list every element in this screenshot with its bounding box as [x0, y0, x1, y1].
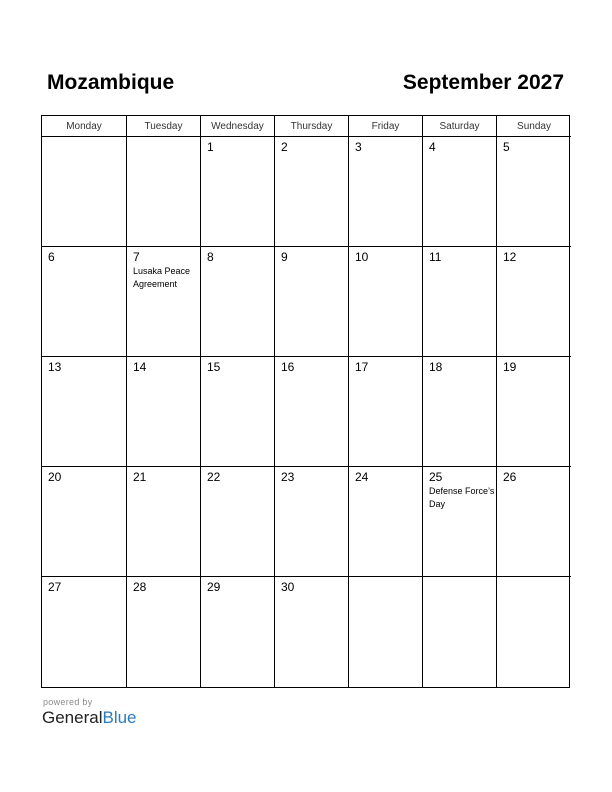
day-number: 5	[503, 140, 510, 154]
day-number: 29	[207, 580, 221, 594]
day-cell	[275, 137, 349, 247]
day-cell	[497, 357, 571, 467]
day-number: 24	[355, 470, 369, 484]
day-cell	[349, 357, 423, 467]
day-cell	[423, 247, 497, 357]
day-cell	[201, 357, 275, 467]
holiday-label: Lusaka Peace Agreement	[133, 266, 191, 289]
day-number: 22	[207, 470, 221, 484]
logo-blue-text: Blue	[102, 708, 137, 727]
day-number: 4	[429, 140, 436, 154]
logo-general-text: General	[42, 708, 103, 727]
day-number: 14	[133, 360, 147, 374]
day-number: 20	[48, 470, 62, 484]
day-number: 12	[503, 250, 517, 264]
day-number: 26	[503, 470, 517, 484]
day-cell	[275, 467, 349, 577]
day-cell	[42, 577, 127, 687]
day-number: 13	[48, 360, 62, 374]
day-cell	[497, 577, 571, 687]
day-cell	[127, 357, 201, 467]
day-cell	[349, 137, 423, 247]
weekday-header: Wednesday	[201, 116, 275, 137]
weekday-header: Thursday	[275, 116, 349, 137]
day-cell	[42, 467, 127, 577]
day-cell	[423, 577, 497, 687]
day-cell	[275, 247, 349, 357]
day-cell	[42, 137, 127, 247]
day-number: 6	[48, 250, 55, 264]
day-number: 25	[429, 470, 443, 484]
day-cell	[127, 467, 201, 577]
day-cell	[349, 467, 423, 577]
day-number: 9	[281, 250, 288, 264]
day-cell	[275, 577, 349, 687]
day-number: 2	[281, 140, 288, 154]
day-cell	[423, 137, 497, 247]
calendar-grid	[41, 115, 570, 688]
day-cell	[201, 577, 275, 687]
day-number: 1	[207, 140, 214, 154]
day-cell	[423, 357, 497, 467]
day-cell	[42, 247, 127, 357]
day-number: 30	[281, 580, 295, 594]
day-number: 18	[429, 360, 443, 374]
day-number: 19	[503, 360, 517, 374]
weekday-header: Tuesday	[127, 116, 201, 137]
generalblue-logo	[42, 708, 137, 728]
day-number: 15	[207, 360, 221, 374]
day-cell	[127, 577, 201, 687]
day-cell	[423, 467, 497, 577]
country-title: Mozambique	[47, 71, 175, 94]
day-cell	[201, 467, 275, 577]
weekday-header: Monday	[42, 116, 127, 137]
day-cell	[275, 357, 349, 467]
day-number: 28	[133, 580, 147, 594]
month-year-title: September 2027	[402, 71, 564, 94]
day-number: 8	[207, 250, 214, 264]
day-number: 11	[429, 250, 442, 264]
day-number: 10	[355, 250, 369, 264]
weekday-header: Saturday	[423, 116, 497, 137]
day-cell	[42, 357, 127, 467]
holiday-label: Defense Force’s Day	[429, 486, 495, 509]
day-cell	[349, 577, 423, 687]
day-number: 3	[355, 140, 362, 154]
day-cell	[127, 137, 201, 247]
day-number: 21	[133, 470, 147, 484]
day-number: 17	[355, 360, 369, 374]
powered-by-label: powered by	[43, 697, 93, 707]
day-cell	[497, 467, 571, 577]
weekday-header: Friday	[349, 116, 423, 137]
day-number: 23	[281, 470, 295, 484]
weekday-header: Sunday	[497, 116, 571, 137]
day-cell	[497, 247, 571, 357]
day-cell	[201, 137, 275, 247]
day-number: 27	[48, 580, 62, 594]
day-cell	[497, 137, 571, 247]
day-cell	[127, 247, 201, 357]
day-number: 16	[281, 360, 295, 374]
day-number: 7	[133, 250, 140, 264]
day-cell	[201, 247, 275, 357]
day-cell	[349, 247, 423, 357]
